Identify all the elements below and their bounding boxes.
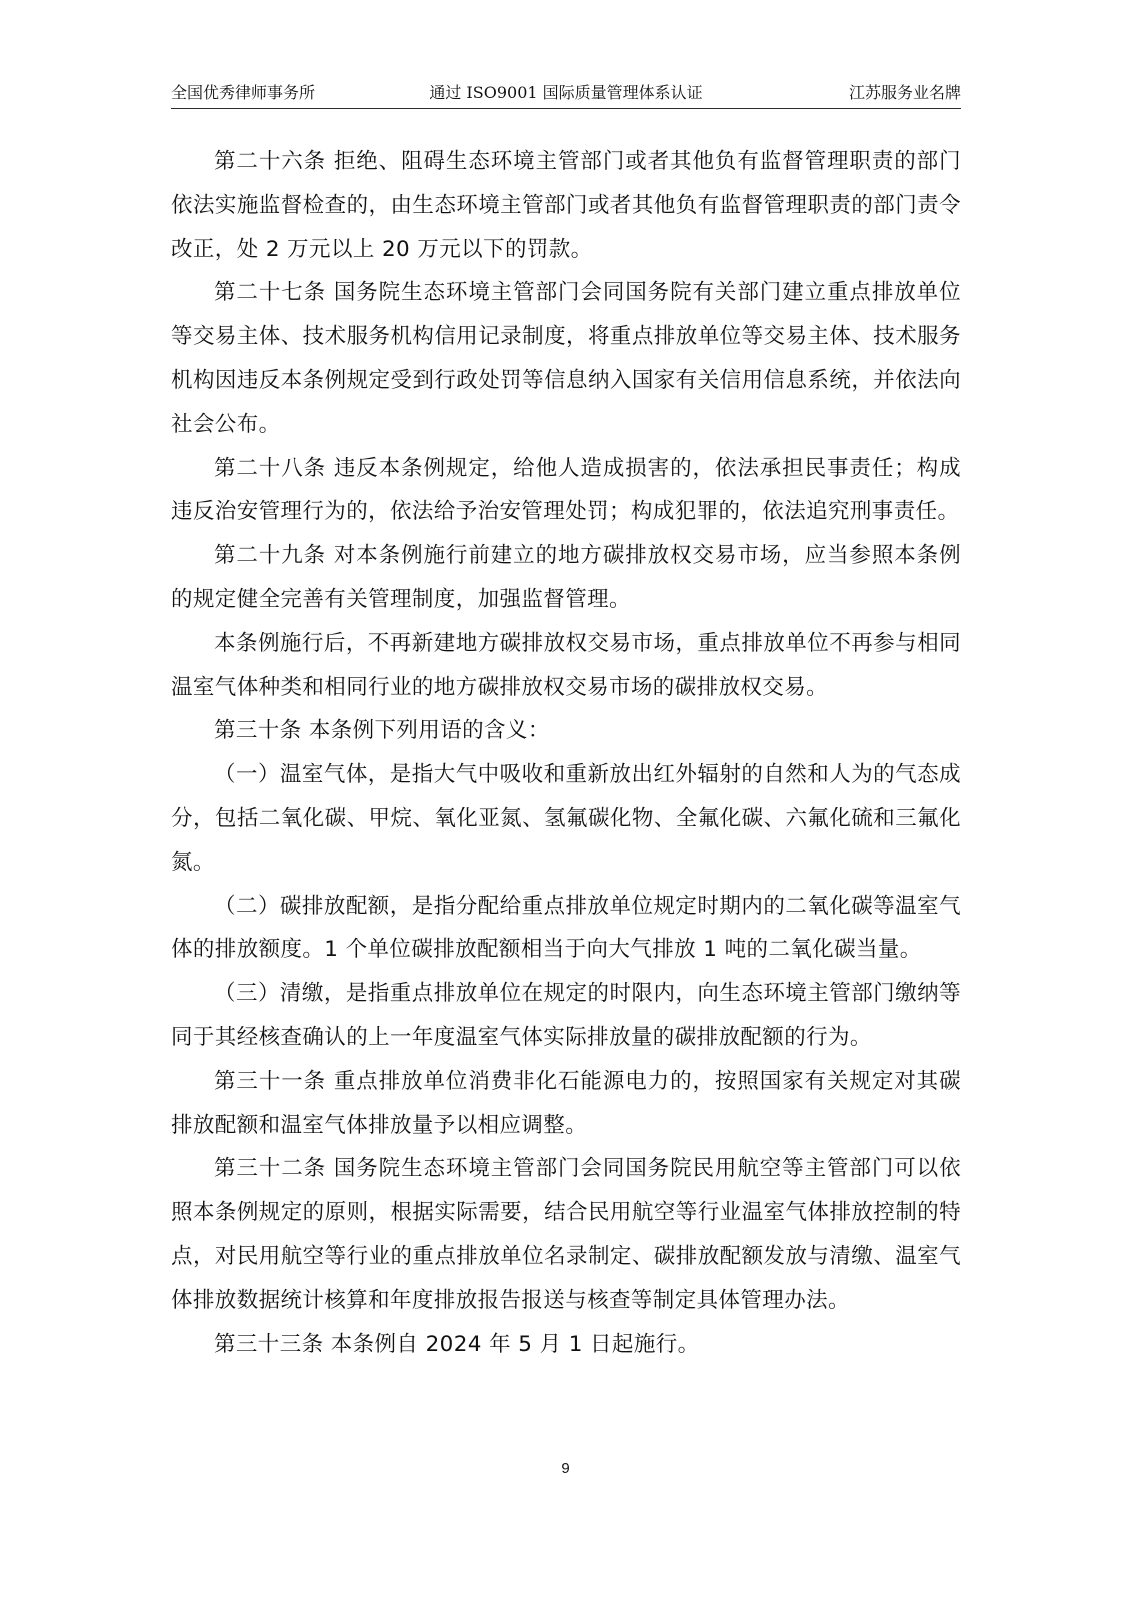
article-32: 第三十二条 国务院生态环境主管部门会同国务院民用航空等主管部门可以依照本条例规定的原则，根据实际需要，结合民用航空等行业温室气体排放控制的特点，对民用航空等行业的重点排放单位名录制定、碳排放配额发放与清缴、温室气体排放数据统计核算和年度排放报告报送与核查等制定具体管理办法。 — [171, 1156, 961, 1313]
header-center-text: 通过 ISO9001 国际质量管理体系认证 — [429, 83, 703, 102]
article-29: 第二十九条 对本条例施行前建立的地方碳排放权交易市场，应当参照本条例的规定健全完善有关管理制度，加强监督管理。 — [171, 543, 961, 612]
article-28: 第二十八条 违反本条例规定，给他人造成损害的，依法承担民事责任；构成违反治安管理行为的，依法给予治安管理处罚；构成犯罪的，依法追究刑事责任。 — [171, 455, 961, 525]
article-30-item-1: （一）温室气体，是指大气中吸收和重新放出红外辐射的自然和人为的气态成分，包括二氧化碳、甲烷、氧化亚氮、氢氟碳化物、全氟化碳、六氟化硫和三氟化氮。 — [171, 762, 961, 875]
article-30-item-2: （二）碳排放配额，是指分配给重点排放单位规定时期内的二氧化碳等温室气体的排放额度。1 个单位碳排放配额相当于向大气排放 1 吨的二氧化碳当量。 — [171, 893, 961, 963]
article-33: 第三十三条 本条例自 2024 年 5 月 1 日起施行。 — [214, 1331, 700, 1357]
article-29-paragraph-2: 本条例施行后，不再新建地方碳排放权交易市场，重点排放单位不再参与相同温室气体种类和相同行业的地方碳排放权交易市场的碳排放权交易。 — [171, 630, 961, 700]
article-27: 第二十七条 国务院生态环境主管部门会同国务院有关部门建立重点排放单位等交易主体、技术服务机构信用记录制度，将重点排放单位等交易主体、技术服务机构因违反本条例规定受到行政处罚等信息纳入国家有关信用信息系统，并依法向社会公布。 — [171, 280, 961, 437]
page-number: 9 — [561, 1460, 570, 1477]
article-31: 第三十一条 重点排放单位消费非化石能源电力的，按照国家有关规定对其碳排放配额和温室气体排放量予以相应调整。 — [171, 1068, 961, 1138]
header-right-text: 江苏服务业名牌 — [848, 83, 961, 102]
article-30: 第三十条 本条例下列用语的含义： — [214, 718, 550, 744]
article-30-item-3: （三）清缴，是指重点排放单位在规定的时限内，向生态环境主管部门缴纳等同于其经核查确认的上一年度温室气体实际排放量的碳排放配额的行为。 — [171, 981, 961, 1050]
document-body — [171, 140, 961, 1366]
page-header — [171, 78, 961, 109]
article-26: 第二十六条 拒绝、阻碍生态环境主管部门或者其他负有监督管理职责的部门依法实施监督检查的，由生态环境主管部门或者其他负有监督管理职责的部门责令改正，处 2 万元以上 20 万元以下的罚款。 — [171, 149, 961, 262]
header-left-text: 全国优秀律师事务所 — [171, 83, 316, 102]
